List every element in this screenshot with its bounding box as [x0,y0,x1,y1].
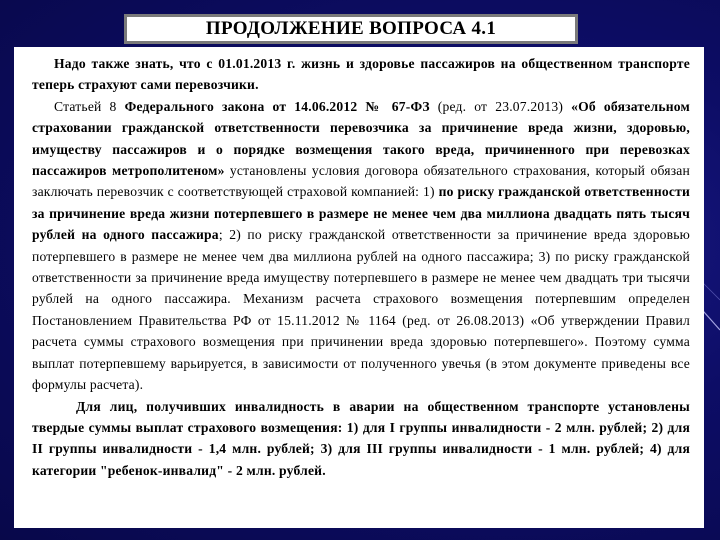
law-name: «Об обязательном страховании гражданской ответственности перевозчика за причинение вреда жизни, здоровью, имуществу пассажиров и о порядке возмещения такого вреда, причиненного при перевозках пассажиров метрополитеном» [32,98,690,179]
paragraph-disability-payments [32,396,690,482]
slide-title-box [124,14,578,44]
law-edition: (ред. от 23.07.2013) [429,98,572,114]
law-intro: Статьей 8 [54,98,125,114]
paragraph-carriers-insure [32,53,690,96]
law-conditions: установлены условия договора обязательного страхования, который обязан заключать перевозчик с соответствующей страховой компанией: 1) [32,163,690,200]
paragraph-3-text: Для лиц, получивших инвалидность в аварии на общественном транспорте установлены твердые суммы выплат страхового возмещения: 1) для I группы инвалидности - 2 млн. рублей; 2) для II группы инвалидности - 1,4 млн. рублей; 3) для III группы инвалидности - 1 млн. рублей; 4) для категории "ребенок-инвалид" - 2 млн. рублей. [32,398,690,478]
paragraph-federal-law [32,96,690,396]
content-panel [14,47,704,528]
risk-items-rest: ; 2) по риску гражданской ответственности за причинение вреда здоровью потерпевшего в размере не менее чем два миллиона рублей на одного пассажира; 3) по риску гражданской ответственности за причинение вреда имуществу потерпевшего в размере не менее чем двадцать три тысячи рублей на одного пассажира. Механизм расчета страхового возмещения потерпевшим определен Постановлением Правительства РФ от 15.11.2012 № 1164 (ред. от 26.08.2013) «Об утверждении Правил расчета суммы страхового возмещения при причинении вреда здоровью потерпевшего». Поэтому сумма выплат потерпевшему варьируется, в зависимости от полученного увечья (в этом документе приведены все формулы расчета). [32,227,690,393]
law-reference: Федерального закона от 14.06.2012 № 67-ФЗ [124,98,430,114]
paragraph-1-text: Надо также знать, что с 01.01.2013 г. жизнь и здоровье пассажиров на общественном транспорте теперь страхуют сами перевозчики. [32,56,690,93]
slide-title: ПРОДОЛЖЕНИЕ ВОПРОСА 4.1 [205,18,497,39]
risk-item-1: по риску гражданской ответственности за причинение вреда жизни потерпевшего в размере не менее чем два миллиона двадцать пять тысяч рублей на одного пассажира [32,184,691,243]
